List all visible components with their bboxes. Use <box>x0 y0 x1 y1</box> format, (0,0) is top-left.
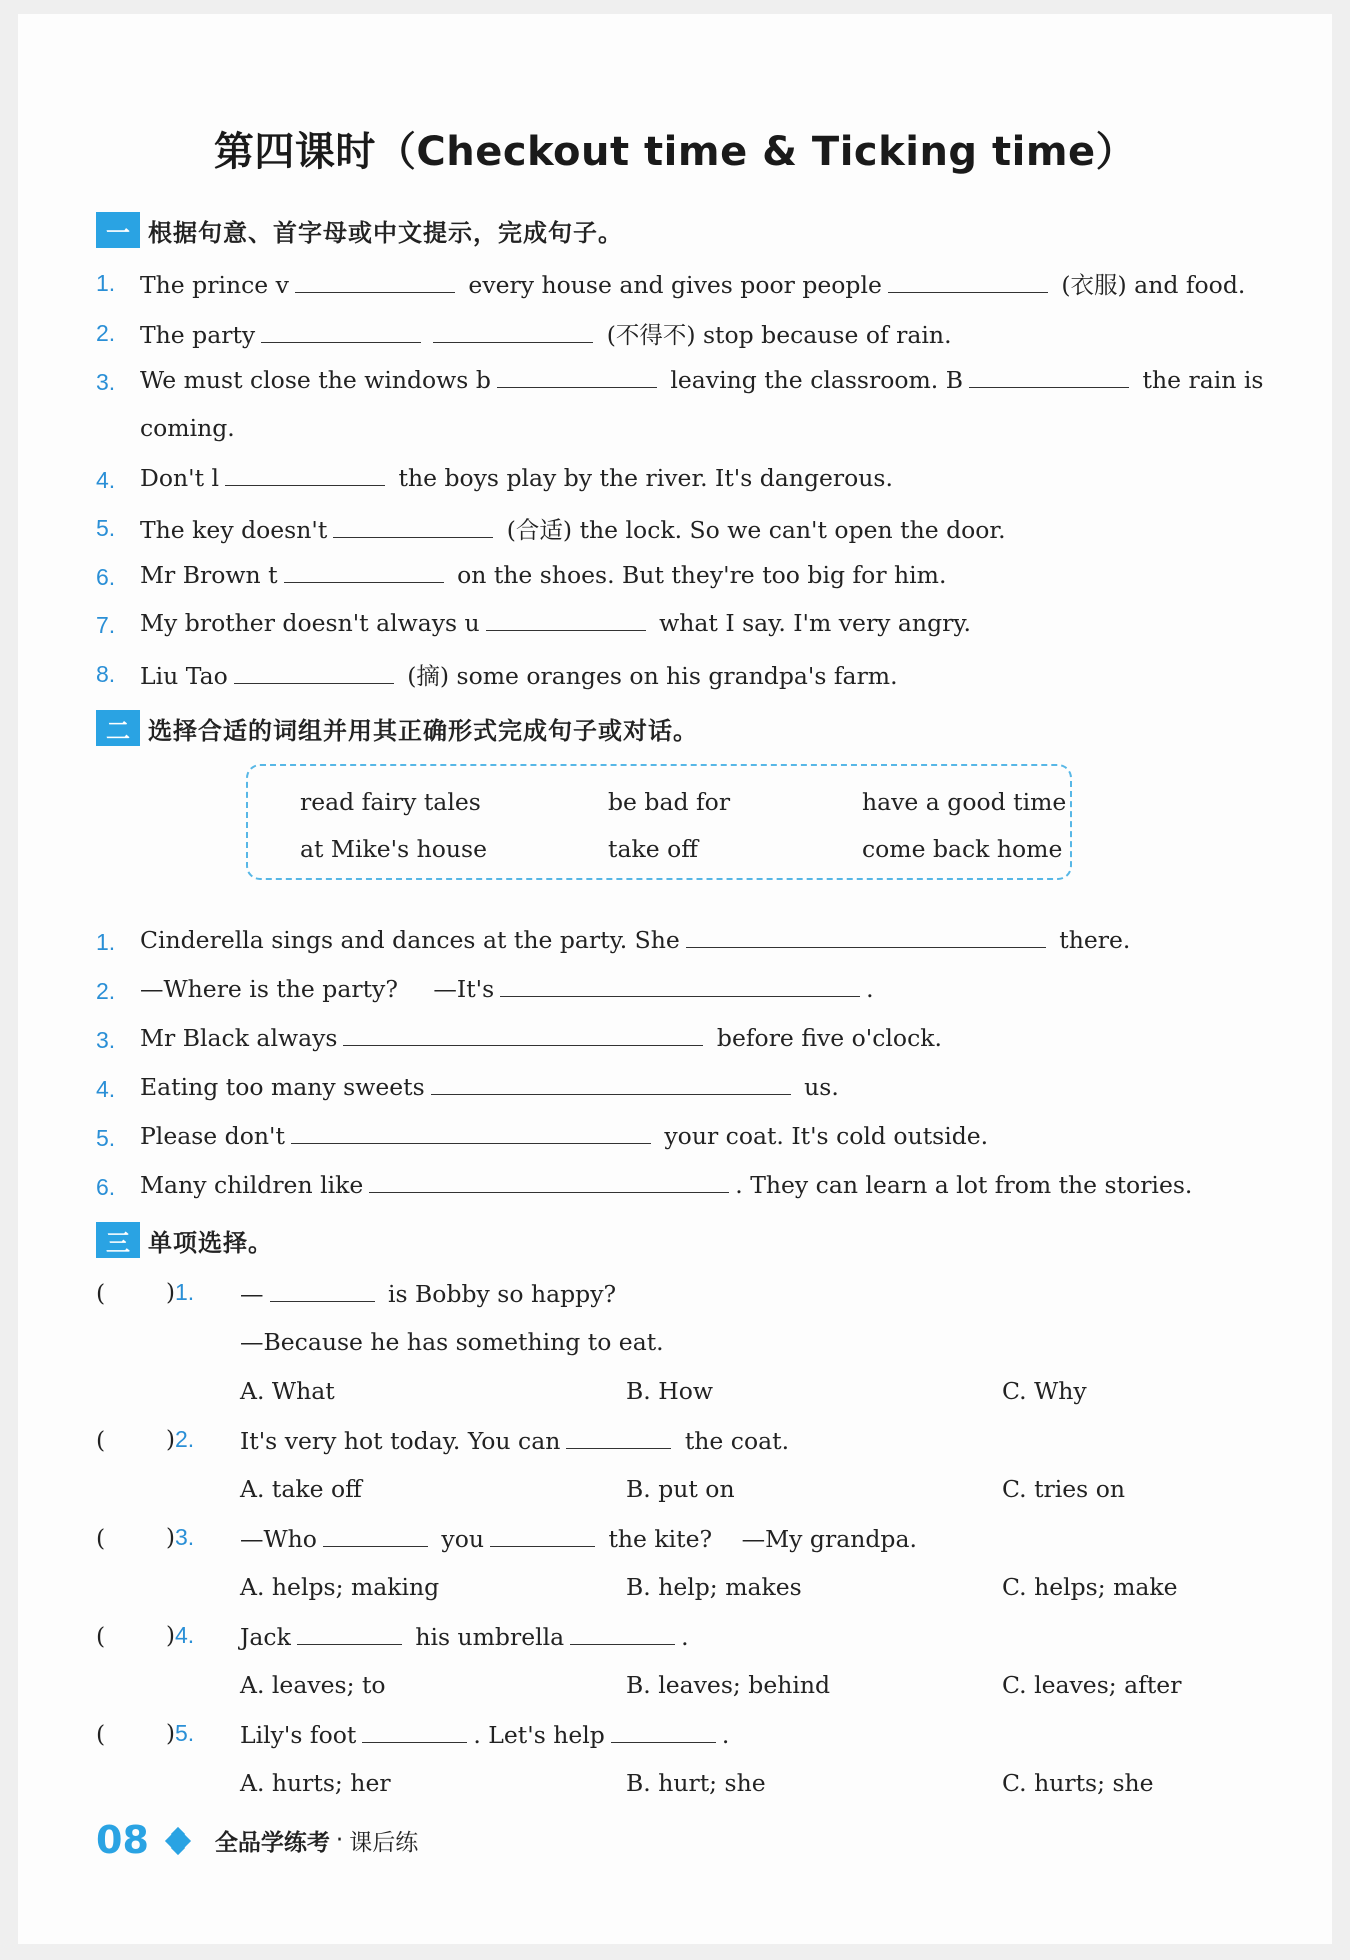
mc-q5-option-a[interactable]: A. hurts; her <box>240 1769 391 1797</box>
mc-q1-text-line2: —Because he has something to eat. <box>240 1328 664 1356</box>
section-3-badge: 三 <box>96 1222 140 1258</box>
mc-q5-text-c: . <box>721 1721 730 1749</box>
mc-q4-text-c: . <box>681 1623 689 1651</box>
s1-item-8-text-a: Liu Tao <box>140 662 228 690</box>
mc-q1-text-b: is Bobby so happy? <box>387 1280 617 1308</box>
word-bank-item: take off <box>608 835 698 863</box>
s1-item-3-blank-1[interactable] <box>497 365 657 388</box>
s1-item-6-num: 6. <box>96 564 116 590</box>
s1-item-4-num: 4. <box>96 467 116 493</box>
mc-q3-text-b: you <box>441 1525 484 1553</box>
mc-q4-option-c[interactable]: C. leaves; after <box>1002 1671 1182 1699</box>
brand-subtitle: 课后练 <box>349 1829 419 1856</box>
s2-item-2-num: 2. <box>96 978 116 1004</box>
mc-q1-text-a: — <box>240 1280 264 1308</box>
word-bank-item: be bad for <box>608 788 731 816</box>
mc-q1-option-c[interactable]: C. Why <box>1002 1377 1087 1405</box>
mc-question-number: 2. <box>174 1426 195 1452</box>
s2-item-5-num: 5. <box>96 1125 116 1151</box>
mc-q3-blank-1[interactable] <box>323 1524 428 1547</box>
word-bank-item: at Mike's house <box>300 835 488 863</box>
s1-item-2-num: 2. <box>96 320 116 346</box>
s2-item-2-text-a2: —It's <box>433 975 495 1003</box>
section-3-header <box>96 1220 273 1260</box>
s1-item-6-text-a: Mr Brown t <box>140 561 278 589</box>
s1-item-3-text-b: leaving the classroom. B <box>670 366 964 394</box>
s2-item-6-text-b: . They can learn a lot from the stories. <box>735 1171 1193 1199</box>
s2-item-3-blank[interactable] <box>343 1023 703 1046</box>
s1-item-8-text-b: (摘) some oranges on his grandpa's farm. <box>407 662 898 690</box>
s1-item-8-num: 8. <box>96 661 116 687</box>
answer-paren-open: ( <box>96 1279 106 1307</box>
s1-item-7-num: 7. <box>96 612 116 638</box>
diamond-logo-icon <box>167 1829 189 1851</box>
s2-item-6-text-a: Many children like <box>140 1171 364 1199</box>
mc-q2-option-a[interactable]: A. take off <box>240 1475 362 1503</box>
s2-item-6-blank[interactable] <box>369 1170 729 1193</box>
mc-q1-option-b[interactable]: B. How <box>626 1377 713 1405</box>
s2-item-6-num: 6. <box>96 1174 116 1200</box>
section-2-header <box>96 708 698 748</box>
s1-item-1-text-a: The prince v <box>140 271 289 299</box>
s1-item-1-blank-2[interactable] <box>888 270 1048 293</box>
s2-item-1-num: 1. <box>96 929 116 955</box>
mc-q5-option-b[interactable]: B. hurt; she <box>626 1769 766 1797</box>
page-title: 第四课时（Checkout time & Ticking time） <box>213 129 1137 175</box>
s2-item-5-blank[interactable] <box>291 1121 651 1144</box>
s1-item-2-blank-2[interactable] <box>433 320 593 343</box>
section-1-header <box>96 210 623 250</box>
mc-q4-option-b[interactable]: B. leaves; behind <box>626 1671 831 1699</box>
s1-item-6-text-b: on the shoes. But they're too big for him. <box>457 561 947 589</box>
mc-q3-text-c: the kite? <box>608 1525 713 1553</box>
page-footer <box>96 1818 418 1862</box>
section-1-title: 根据句意、首字母或中文提示，完成句子。 <box>148 218 623 247</box>
mc-q5-blank-2[interactable] <box>611 1720 716 1743</box>
s1-item-5-blank-1[interactable] <box>333 515 493 538</box>
mc-q3-blank-2[interactable] <box>490 1524 595 1547</box>
answer-paren-open: ( <box>96 1426 106 1454</box>
s1-item-3-text-d: coming. <box>140 414 235 442</box>
mc-q3-option-c[interactable]: C. helps; make <box>1002 1573 1178 1601</box>
s2-item-4-blank[interactable] <box>431 1072 791 1095</box>
s1-item-7-text-b: what I say. I'm very angry. <box>659 609 971 637</box>
mc-question-number: 3. <box>174 1524 195 1550</box>
s1-item-4-text-a: Don't l <box>140 464 220 492</box>
s2-item-1-blank[interactable] <box>686 925 1046 948</box>
s2-item-4-text-b: us. <box>804 1073 839 1101</box>
answer-paren-close: ) <box>166 1623 175 1649</box>
page-number: 08 <box>96 1818 149 1862</box>
answer-paren-close: ) <box>166 1280 175 1306</box>
s1-item-3-text-a: We must close the windows b <box>140 366 491 394</box>
answer-paren-open: ( <box>96 1720 106 1748</box>
s1-item-2-text-b: (不得不) stop because of rain. <box>606 321 952 349</box>
s1-item-7-blank-1[interactable] <box>486 608 646 631</box>
s2-item-2-blank[interactable] <box>500 974 860 997</box>
s1-item-4-text-b: the boys play by the river. It's dangerous. <box>398 464 893 492</box>
mc-question-number: 4. <box>174 1622 195 1648</box>
mc-q1-option-a[interactable]: A. What <box>240 1377 335 1405</box>
mc-q3-option-b[interactable]: B. help; makes <box>626 1573 802 1601</box>
mc-question-number: 1. <box>174 1279 195 1305</box>
s2-item-2-text-a: —Where is the party? <box>140 975 398 1003</box>
s1-item-1-text-c: (衣服) and food. <box>1061 271 1246 299</box>
section-2-title: 选择合适的词组并用其正确形式完成句子或对话。 <box>148 716 698 745</box>
s2-item-5-text-a: Please don't <box>140 1122 285 1150</box>
mc-question-number: 5. <box>174 1720 195 1746</box>
s2-item-3-text-a: Mr Black always <box>140 1024 338 1052</box>
s1-item-7-text-a: My brother doesn't always u <box>140 609 480 637</box>
s1-item-8-blank-1[interactable] <box>234 661 394 684</box>
s1-item-1-text-b: every house and gives poor people <box>468 271 882 299</box>
mc-q4-option-a[interactable]: A. leaves; to <box>240 1671 386 1699</box>
word-bank-item: read fairy tales <box>300 788 481 816</box>
s2-item-4-text-a: Eating too many sweets <box>140 1073 425 1101</box>
section-3-title: 单项选择。 <box>148 1228 273 1257</box>
s2-item-2-text-b: . <box>866 975 874 1003</box>
mc-q4-blank-2[interactable] <box>570 1622 675 1645</box>
mc-q4-text-b: his umbrella <box>415 1623 565 1651</box>
mc-q3-option-a[interactable]: A. helps; making <box>240 1573 440 1601</box>
word-bank-item: come back home <box>862 835 1063 863</box>
answer-paren-close: ) <box>166 1525 175 1551</box>
s1-item-2-text-a: The party <box>140 321 256 349</box>
mc-q2-option-c[interactable]: C. tries on <box>1002 1475 1125 1503</box>
mc-q2-text-a: It's very hot today. You can <box>240 1427 561 1455</box>
mc-q4-text-a: Jack <box>240 1623 291 1651</box>
answer-paren-close: ) <box>166 1427 175 1453</box>
mc-q5-text-a: Lily's foot <box>240 1721 357 1749</box>
mc-q5-option-c[interactable]: C. hurts; she <box>1002 1769 1154 1797</box>
s2-item-4-num: 4. <box>96 1076 116 1102</box>
mc-q1-blank[interactable] <box>270 1279 375 1302</box>
s1-item-5-text-a: The key doesn't <box>140 516 328 544</box>
s1-item-1-blank-1[interactable] <box>295 270 455 293</box>
mc-q4-blank-1[interactable] <box>297 1622 402 1645</box>
s1-item-3-blank-2[interactable] <box>969 365 1129 388</box>
word-bank-box <box>246 764 1072 880</box>
mc-q5-text-b: . Let's help <box>473 1721 605 1749</box>
s2-item-5-text-b: your coat. It's cold outside. <box>664 1122 989 1150</box>
mc-q2-text-b: the coat. <box>684 1427 790 1455</box>
s2-item-1-text-a: Cinderella sings and dances at the party. She <box>140 926 680 954</box>
mc-q2-blank[interactable] <box>566 1426 671 1449</box>
mc-q3-text-d: —My grandpa. <box>741 1525 917 1553</box>
s1-item-6-blank-1[interactable] <box>284 560 444 583</box>
mc-q3-text-a: —Who <box>240 1525 317 1553</box>
section-2-badge: 二 <box>96 710 140 746</box>
s2-item-3-num: 3. <box>96 1027 116 1053</box>
answer-paren-open: ( <box>96 1622 106 1650</box>
s2-item-1-text-b: there. <box>1059 926 1131 954</box>
s1-item-3-text-c: the rain is <box>1142 366 1264 394</box>
answer-paren-close: ) <box>166 1721 175 1747</box>
s1-item-5-num: 5. <box>96 515 116 541</box>
section-1-badge: 一 <box>96 212 140 248</box>
mc-q2-option-b[interactable]: B. put on <box>626 1475 735 1503</box>
brand-name: 全品学练考 <box>214 1829 330 1856</box>
mc-q5-blank-1[interactable] <box>362 1720 467 1743</box>
s1-item-1-num: 1. <box>96 270 116 296</box>
s1-item-3-num: 3. <box>96 369 116 395</box>
s1-item-2-blank-1[interactable] <box>261 320 421 343</box>
s2-item-3-text-b: before five o'clock. <box>716 1024 942 1052</box>
answer-paren-open: ( <box>96 1524 106 1552</box>
s1-item-5-text-b: (合适) the lock. So we can't open the door. <box>506 516 1006 544</box>
word-bank-item: have a good time <box>862 788 1067 816</box>
footer-dot: · <box>335 1827 344 1853</box>
s1-item-4-blank-1[interactable] <box>225 463 385 486</box>
